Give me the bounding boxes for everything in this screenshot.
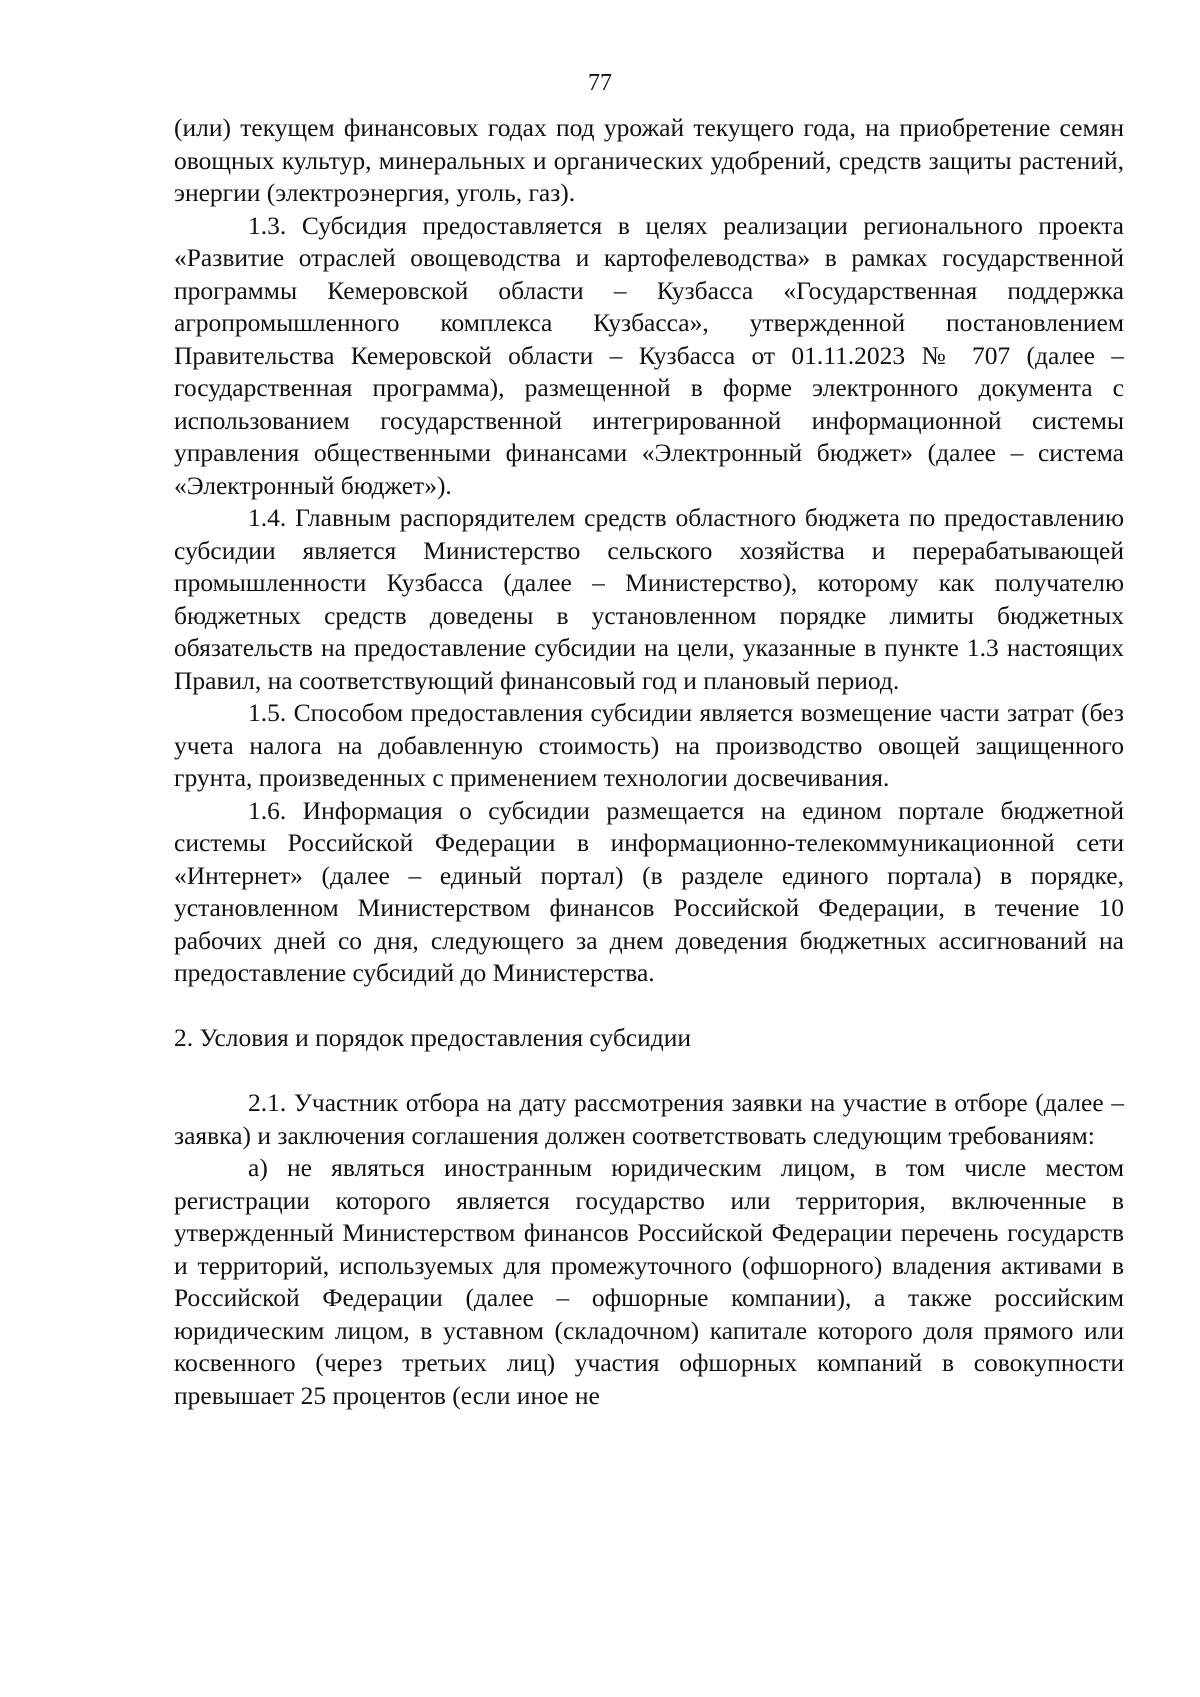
- paragraph-2-1-a: а) не являться иностранным юридическим лицом, в том числе местом регистрации которого является государство или территория, включенные в утвержденный Министерством финансов Российской Федерации перечень государств и территорий, используемых для промежуточного (офшорного) владения активами в Российской Федерации (далее – офшорные компании), а также российским юридическим лицом, в уставном (складочном) капитале которого доля прямого или косвенного (через третьих лиц) участия офшорных компаний в совокупности превышает 25 процентов (если иное не: [174, 1153, 1124, 1410]
- paragraph-1-3: 1.3. Субсидия предоставляется в целях реализации регионального проекта «Развитие отраслей овощеводства и картофелеводства» в рамках государственной программы Кемеровской области – Кузбасса «Государственная поддержка агропромышленного комплекса Кузбасса», утвержденной постановлением Правительства Кемеровской области – Кузбасса от 01.11.2023 № 707 (далее – государственная программа), размещенной в форме электронного документа с использованием государственной интегрированной информационной системы управления общественными финансами «Электронный бюджет» (далее – система «Электронный бюджет»).: [174, 210, 1124, 500]
- document-body: [174, 112, 1124, 1412]
- paragraph-continuation: (или) текущем финансовых годах под урожай текущего года, на приобретение семян овощных культур, минеральных и органических удобрений, средств защиты растений, энергии (электроэнергия, уголь, газ).: [174, 113, 1124, 207]
- paragraph-2-1: 2.1. Участник отбора на дату рассмотрения заявки на участие в отборе (далее – заявка) и заключения соглашения должен соответствовать следующим требованиям:: [174, 1088, 1124, 1150]
- section-heading: 2. Условия и порядок предоставления субсидии: [174, 1022, 692, 1052]
- paragraph-1-6: 1.6. Информация о субсидии размещается на едином портале бюджетной системы Российской Федерации в информационно-телекоммуникационной сети «Интернет» (далее – единый портал) (в разделе единого портала) в порядке, установленном Министерством финансов Российской Федерации, в течение 10 рабочих дней со дня, следующего за днем доведения бюджетных ассигнований на предоставление субсидий до Министерства.: [174, 795, 1124, 987]
- paragraph-1-5: 1.5. Способом предоставления субсидии является возмещение части затрат (без учета налога на добавленную стоимость) на производство овощей защищенного грунта, произведенных с применением технологии досвечивания.: [174, 698, 1124, 792]
- page-number: 77: [588, 70, 612, 96]
- paragraph-1-4: 1.4. Главным распорядителем средств областного бюджета по предоставлению субсидии является Министерство сельского хозяйства и перерабатывающей промышленности Кузбасса (далее – Министерство), которому как получателю бюджетных средств доведены в установленном порядке лимиты бюджетных обязательств на предоставление субсидии на цели, указанные в пункте 1.3 настоящих Правил, на соответствующий финансовый год и плановый период.: [174, 503, 1124, 695]
